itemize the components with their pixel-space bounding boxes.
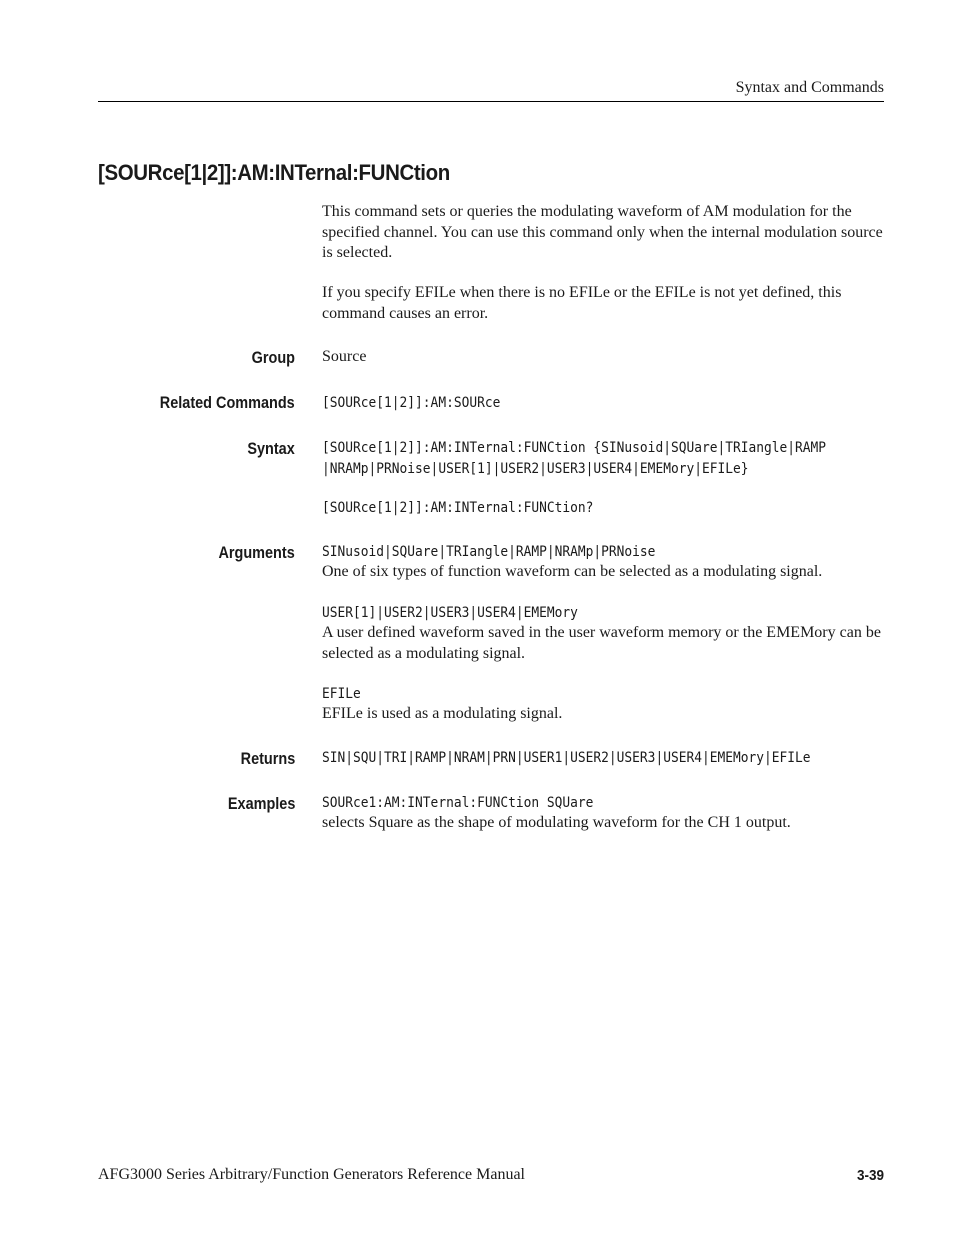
page-number: 3-39 [856, 1167, 884, 1184]
command-title: [SOURce[1|2]]:AM:INTernal:FUNCtion [98, 160, 450, 185]
syntax-query: [SOURce[1|2]]:AM:INTernal:FUNCtion? [322, 500, 594, 516]
arguments-label: Arguments [218, 543, 295, 562]
syntax-label: Syntax [247, 439, 295, 458]
example-code: SOURce1:AM:INTernal:FUNCtion SQUare [322, 795, 594, 811]
examples-label: Examples [227, 794, 295, 813]
argument-text-efile: EFILe is used as a modulating signal. [322, 705, 563, 722]
related-command-code: [SOURce[1|2]]:AM:SOURce [322, 395, 501, 411]
argument-text-functions: One of six types of function waveform can be selected as a modulating signal. [322, 563, 823, 580]
example-text: selects Square as the shape of modulating waveform for the CH 1 output. [322, 814, 791, 831]
footer-manual-title: AFG3000 Series Arbitrary/Function Generators Reference Manual [98, 1166, 525, 1183]
argument-text-user: A user defined waveform saved in the user waveform memory or the EMEMory can be selected as a modulating signal. [322, 624, 881, 662]
header-divider [98, 101, 884, 102]
argument-code-efile: EFILe [322, 686, 361, 702]
group-label: Group [251, 348, 295, 367]
group-value: Source [322, 348, 367, 365]
argument-code-functions: SINusoid|SQUare|TRIangle|RAMP|NRAMp|PRNoise [322, 544, 656, 560]
argument-code-user: USER[1]|USER2|USER3|USER4|EMEMory [322, 605, 578, 621]
syntax-line-1: [SOURce[1|2]]:AM:INTernal:FUNCtion {SINusoid|SQUare|TRIangle|RAMP [322, 440, 827, 456]
command-description: This command sets or queries the modulating waveform of AM modulation for the specified channel. You can use this command only when the internal modulation source is selected. [322, 203, 883, 261]
command-error-note: If you specify EFILe when there is no EFILe or the EFILe is not yet defined, this command causes an error. [322, 284, 842, 322]
running-header: Syntax and Commands [735, 79, 884, 96]
returns-label: Returns [240, 749, 295, 768]
returns-value: SIN|SQU|TRI|RAMP|NRAM|PRN|USER1|USER2|USER3|USER4|EMEMory|EFILe [322, 750, 811, 766]
syntax-line-2: |NRAMp|PRNoise|USER[1]|USER2|USER3|USER4|EMEMory|EFILe} [322, 461, 749, 477]
related-commands-label: Related Commands [160, 393, 295, 412]
